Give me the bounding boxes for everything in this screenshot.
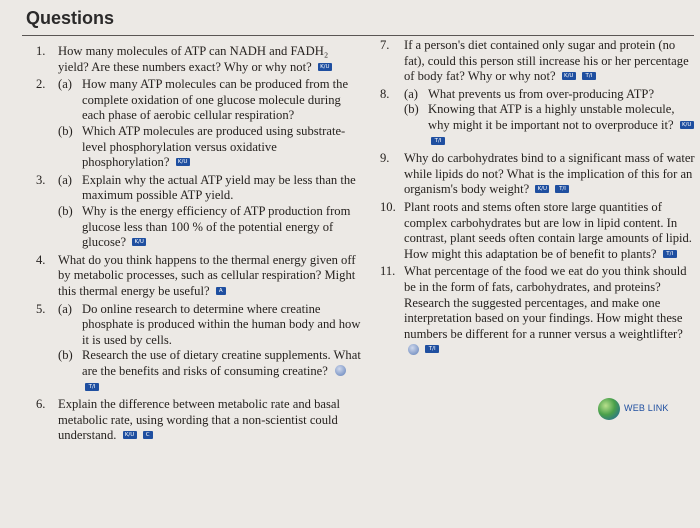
- question-9: [380, 151, 698, 198]
- part-text: Knowing that ATP is a highly unstable molecule, why might it be important not to overproduce it?: [428, 102, 675, 132]
- question-number: 11.: [380, 264, 396, 279]
- web-globe-icon: [335, 365, 346, 376]
- web-link-logo[interactable]: [598, 398, 676, 420]
- question-3b: [58, 204, 361, 251]
- question-2: [36, 77, 361, 171]
- ti-badge-icon: T/I: [85, 383, 99, 391]
- ku-badge-icon: K/U: [680, 121, 694, 129]
- question-number: 9.: [380, 151, 390, 166]
- web-globe-icon: [408, 344, 419, 355]
- ku-badge-icon: K/U: [318, 63, 332, 71]
- ku-badge-icon: K/U: [562, 72, 576, 80]
- question-number: 7.: [380, 38, 390, 52]
- question-3: [36, 173, 361, 251]
- web-link-label: WEB LINK: [624, 403, 669, 413]
- question-text: Plant roots and stems often store large quantities of complex carbohydrates but are low in lipid content. In contrast, plant seeds often contain large amounts of lipid. How might this adaptation be of benefit to plants?: [404, 199, 692, 261]
- part-label: (b): [58, 348, 73, 363]
- question-text: Why do carbohydrates bind to a significant mass of water while lipids do not? What is the implication of this for an organism's body weight?: [404, 151, 695, 197]
- ti-badge-icon: T/I: [431, 137, 445, 145]
- question-text: What percentage of the food we eat do you think should be in the form of fats, carbohydrates, and proteins? Research the suggested percentages, and make one interpretation based on your findings. How might these numbers be different for a runner versus a weightlifter?: [404, 264, 687, 341]
- question-number: 6.: [36, 397, 46, 412]
- question-2b: [58, 124, 361, 171]
- question-10: [380, 200, 698, 262]
- question-number: 3.: [36, 172, 46, 187]
- question-8a: [404, 87, 698, 103]
- part-label: (b): [58, 203, 73, 218]
- heading-rule: [22, 35, 694, 36]
- ti-badge-icon: T/I: [582, 72, 596, 80]
- ti-badge-icon: T/I: [555, 185, 569, 193]
- question-5b: [58, 348, 361, 395]
- part-label: (a): [58, 172, 72, 187]
- question-3a: [58, 173, 361, 204]
- part-text: What prevents us from over-producing ATP?: [428, 86, 655, 101]
- part-label: (b): [58, 123, 73, 138]
- question-2a: [58, 77, 361, 124]
- globe-icon: [598, 398, 620, 420]
- ti-badge-icon: T/I: [425, 345, 439, 353]
- question-number: 5.: [36, 301, 46, 316]
- question-number: 4.: [36, 252, 46, 267]
- question-1: [36, 44, 361, 75]
- ku-badge-icon: K/U: [132, 238, 146, 246]
- part-text: Explain why the actual ATP yield may be less than the maximum possible ATP yield.: [82, 172, 356, 203]
- part-text: Why is the energy efficiency of ATP production from glucose less than 100 % of the potential energy of glucose?: [82, 203, 351, 250]
- question-7: [380, 38, 698, 85]
- question-6: [36, 397, 361, 444]
- question-text: Explain the difference between metabolic rate and basal metabolic rate, using wording that a non-scientist could understand.: [58, 397, 340, 443]
- ku-badge-icon: K/U: [176, 158, 190, 166]
- left-column: [36, 44, 361, 446]
- ku-badge-icon: K/U: [123, 431, 137, 439]
- part-label: (a): [58, 77, 72, 92]
- question-4: [36, 253, 361, 300]
- question-text: How many molecules of ATP can NADH and FADH₂ yield? Are these numbers exact? Why or why not?: [58, 44, 329, 74]
- part-text: Do online research to determine where creatine phosphate is produced within the human body and how it is used by cells.: [82, 301, 361, 347]
- question-number: 1.: [36, 44, 46, 58]
- part-text: How many ATP molecules can be produced from the complete oxidation of one glucose molecule during each phase of aerobic cellular respiration?: [82, 77, 349, 123]
- part-text: Which ATP molecules are produced using substrate-level phosphorylation versus oxidative phosphorylation?: [82, 123, 346, 170]
- question-number: 2.: [36, 77, 46, 92]
- section-heading: Questions: [26, 8, 115, 28]
- c-badge-icon: C: [143, 431, 153, 439]
- ti-badge-icon: T/I: [663, 250, 677, 258]
- question-5a: [58, 302, 361, 349]
- question-text: If a person's diet contained only sugar and protein (no fat), could this person still increase his or her percentage of body fat? Why or why not?: [404, 38, 689, 84]
- question-number: 8.: [380, 86, 390, 101]
- part-label: (a): [404, 86, 418, 101]
- question-8: [380, 87, 698, 149]
- a-badge-icon: A: [216, 287, 226, 295]
- part-label: (a): [58, 301, 72, 316]
- question-text: What do you think happens to the thermal energy given off by metabolic processes, such as cellular respiration? Might this thermal energy be useful?: [58, 252, 356, 298]
- right-column: [380, 38, 698, 360]
- question-8b: [404, 102, 698, 149]
- question-5: [36, 302, 361, 396]
- part-text: Research the use of dietary creatine supplements. What are the benefits and risks of consuming creatine?: [82, 348, 361, 378]
- question-11: [380, 264, 698, 358]
- ku-badge-icon: K/U: [535, 185, 549, 193]
- part-label: (b): [404, 102, 419, 117]
- question-number: 10.: [380, 199, 396, 214]
